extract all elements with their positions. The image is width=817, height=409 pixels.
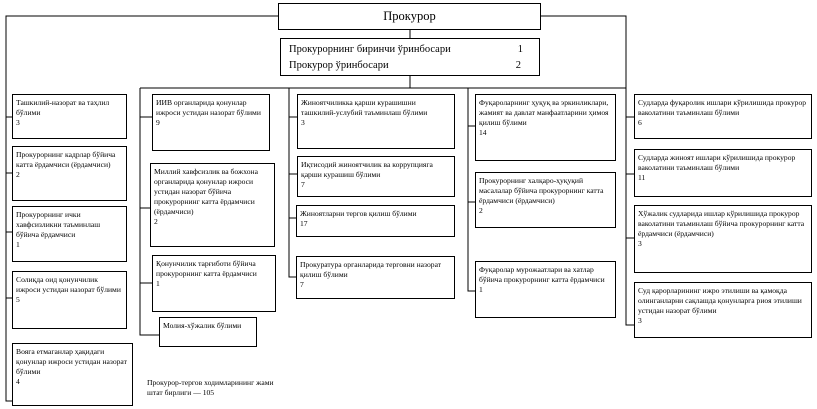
unit-title: Судларда жиноят ишлари кўрилишида прокурор ваколатини таъминлаш бўлими bbox=[638, 153, 796, 173]
unit-staff-count: 1 bbox=[16, 240, 20, 250]
unit-title: Прокурорнинг кадрлар бўйича катта ёрдамчиси (ёрдамчиси) bbox=[16, 150, 116, 170]
unit-staff-count: 2 bbox=[154, 217, 158, 227]
unit-title: Суд қарорларининг ижро этилиши ва қамоқда олинганларни сақлашда қонунларга риоя этилиши устидан назорат бўлими bbox=[638, 286, 802, 316]
unit-box bbox=[150, 163, 275, 247]
unit-staff-count: 3 bbox=[16, 118, 20, 128]
unit-title: Хўжалик судларида ишлар кўрилишида прокурор ваколатини таъминлаш бўйича прокурорнинг катта ёрдамчиси (ёрдамчиси) bbox=[638, 209, 805, 239]
unit-title: Жиноятчиликка қарши курашишни ташкилий-услубий таъминлаш бўлими bbox=[301, 98, 428, 118]
unit-box bbox=[152, 94, 270, 151]
unit-title: ИИВ органларида қонунлар ижроси устидан назорат бўлими bbox=[156, 98, 261, 118]
unit-staff-count: 3 bbox=[301, 118, 305, 128]
unit-box bbox=[634, 282, 812, 338]
unit-box bbox=[297, 156, 455, 197]
unit-staff-count: 3 bbox=[638, 316, 642, 326]
prosecutor-box bbox=[278, 3, 541, 30]
unit-staff-count: 14 bbox=[479, 128, 487, 138]
unit-title: Фуқаролар мурожаатлари ва хатлар бўйича прокурорнинг катта ёрдамчиси bbox=[479, 265, 605, 285]
unit-staff-count: 1 bbox=[156, 279, 160, 289]
unit-staff-count: 2 bbox=[479, 206, 483, 216]
unit-title: Миллий хавфсизлик ва божхона органларида қонунлар ижроси устидан назорат бўйича прокурорнинг катта ёрдамчиси (ёрдамчиси) bbox=[154, 167, 258, 217]
unit-staff-count: 17 bbox=[300, 219, 308, 229]
unit-staff-count: 4 bbox=[16, 377, 20, 387]
unit-box bbox=[475, 261, 616, 318]
unit-title: Фуқароларнинг ҳуқуқ ва эркинликлари, жамият ва давлат манфаатларини ҳимоя қилиш бўлими bbox=[479, 98, 609, 128]
unit-box bbox=[12, 271, 127, 329]
unit-box bbox=[296, 256, 455, 299]
unit-title: Вояга етмаганлар ҳақидаги қонунлар ижроси устидан назорат бўлими bbox=[16, 347, 127, 377]
first-deputy-row bbox=[289, 42, 531, 58]
prosecutor-title: Прокурор bbox=[383, 9, 436, 23]
unit-box bbox=[297, 94, 455, 149]
unit-box bbox=[12, 146, 127, 201]
total-staff-note bbox=[147, 378, 274, 399]
unit-box bbox=[296, 205, 455, 237]
unit-box bbox=[12, 94, 127, 139]
unit-box bbox=[475, 94, 616, 161]
deputy-title: Прокурор ўринбосари bbox=[289, 60, 389, 71]
unit-box bbox=[12, 206, 127, 262]
unit-title: Прокурорнинг ички хавфсизликни таъминлаш бўйича ёрдамчиси bbox=[16, 210, 101, 240]
unit-box bbox=[159, 317, 257, 347]
total-line-2: штат бирлиги — 105 bbox=[147, 388, 215, 398]
unit-staff-count: 6 bbox=[638, 118, 642, 128]
deputy-number: 1 bbox=[517, 44, 523, 55]
deputy-row bbox=[289, 58, 531, 74]
unit-staff-count: 5 bbox=[16, 295, 20, 305]
unit-box bbox=[475, 172, 616, 228]
deputies-box bbox=[280, 38, 540, 76]
unit-box bbox=[634, 94, 812, 139]
unit-staff-count: 7 bbox=[300, 280, 304, 290]
unit-staff-count: 9 bbox=[156, 118, 160, 128]
unit-title: Судларда фуқаролик ишлари кўрилишида прокурор ваколатини таъминлаш бўлими bbox=[638, 98, 807, 118]
unit-staff-count: 7 bbox=[301, 180, 305, 190]
unit-title: Прокурорнинг халқаро-ҳуқуқий масалалар бўйича прокурорнинг катта ёрдамчиси (ёрдамчиси) bbox=[479, 176, 604, 206]
unit-title: Жиноятларни тергов қилиш бўлими bbox=[300, 209, 417, 218]
unit-title: Молия-хўжалик бўлими bbox=[163, 321, 242, 330]
unit-staff-count: 3 bbox=[638, 239, 642, 249]
unit-title: Солиқда оид қонунчилик ижроси устидан назорат бўлими bbox=[16, 275, 121, 295]
unit-staff-count: 11 bbox=[638, 173, 646, 183]
unit-title: Прокуратура органларида терговни назорат қилиш бўлими bbox=[300, 260, 442, 280]
unit-box bbox=[152, 255, 276, 312]
unit-title: Ташкилий-назорат ва таҳлил бўлими bbox=[16, 98, 110, 118]
deputy-title: Прокурорнинг биринчи ўринбосари bbox=[289, 44, 451, 55]
unit-staff-count: 1 bbox=[479, 285, 483, 295]
unit-staff-count: 2 bbox=[16, 170, 20, 180]
unit-title: Қонунчилик тарғиботи бўйича прокурорнинг катта ёрдамчиси bbox=[156, 259, 257, 279]
unit-box bbox=[634, 149, 812, 197]
deputy-number: 2 bbox=[515, 60, 521, 71]
total-line-1: Прокурор-тергов ходимларининг жами bbox=[147, 378, 274, 387]
unit-title: Иқтисодий жиноятчилик ва коррупцияга қарши курашиш бўлими bbox=[301, 160, 433, 180]
unit-box bbox=[12, 343, 133, 406]
unit-box bbox=[634, 205, 812, 273]
